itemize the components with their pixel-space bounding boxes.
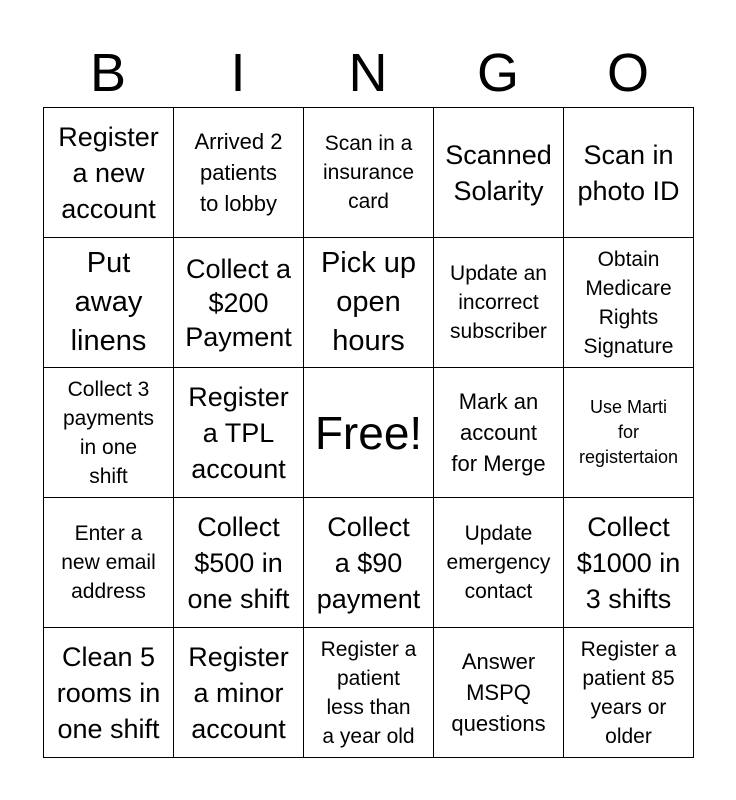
cell-label: Scan in a insurance card (322, 132, 415, 213)
cell-label: Arrived 2 patients to lobby (194, 129, 283, 216)
cell-label: Register a minor account (188, 641, 289, 744)
bingo-cell-r3-c5[interactable] (564, 368, 694, 498)
cell-label: Collect a $200 Payment (185, 253, 292, 352)
bingo-cell-r1-c4[interactable] (434, 108, 564, 238)
cell-label: Update an incorrect subscriber (450, 262, 547, 343)
header-letter-b: B (89, 43, 127, 103)
bingo-cell-r2-c1[interactable] (44, 238, 174, 368)
cell-label: Mark an account for Merge (451, 389, 546, 476)
bingo-cell-r4-c1[interactable] (44, 498, 174, 628)
bingo-cell-r5-c5[interactable] (564, 628, 694, 758)
bingo-cell-r2-c2[interactable] (174, 238, 304, 368)
cell-label: Scanned Solarity (445, 139, 552, 206)
bingo-cell-r3-c4[interactable] (434, 368, 564, 498)
bingo-board (43, 107, 694, 758)
bingo-cell-r3-c1[interactable] (44, 368, 174, 498)
bingo-cell-r4-c4[interactable] (434, 498, 564, 628)
bingo-cell-r4-c5[interactable] (564, 498, 694, 628)
cell-label: Collect $1000 in 3 shifts (576, 511, 681, 614)
cell-label: Collect $500 in one shift (187, 511, 290, 614)
cell-label: Update emergency contact (446, 522, 551, 603)
header-letter-n: N (348, 43, 388, 103)
cell-label: Put away linens (70, 247, 147, 357)
cell-label: Collect a $90 payment (316, 511, 421, 614)
bingo-cell-r1-c3[interactable] (304, 108, 434, 238)
cell-label: Use Marti for registertaion (578, 397, 679, 467)
bingo-header (43, 40, 693, 106)
cell-label: Register a patient 85 years or older (580, 637, 677, 748)
bingo-cell-r3-c2[interactable] (174, 368, 304, 498)
cell-label: Answer MSPQ questions (451, 649, 546, 736)
free-space: Free! (314, 406, 423, 459)
cell-label: Register a TPL account (188, 381, 289, 484)
cell-label: Collect 3 payments in one shift (62, 377, 155, 488)
cell-label: Enter a new email address (61, 522, 156, 603)
cell-label: Scan in photo ID (577, 139, 680, 206)
bingo-cell-r5-c3[interactable] (304, 628, 434, 758)
bingo-cell-r1-c1[interactable] (44, 108, 174, 238)
bingo-cell-r1-c2[interactable] (174, 108, 304, 238)
bingo-cell-r2-c3[interactable] (304, 238, 434, 368)
bingo-cell-r5-c1[interactable] (44, 628, 174, 758)
bingo-cell-r4-c2[interactable] (174, 498, 304, 628)
cell-label: Register a new account (58, 121, 159, 224)
cell-label: Clean 5 rooms in one shift (56, 641, 161, 744)
header-letter-o: O (606, 43, 649, 103)
bingo-cell-r3-c3[interactable] (304, 368, 434, 498)
cell-label: Pick up open hours (320, 247, 417, 357)
cell-label: Obtain Medicare Rights Signature (583, 247, 674, 358)
bingo-cell-r4-c3[interactable] (304, 498, 434, 628)
bingo-cell-r5-c4[interactable] (434, 628, 564, 758)
cell-label: Register a patient less than a year old (320, 637, 417, 748)
bingo-cell-r5-c2[interactable] (174, 628, 304, 758)
bingo-cell-r1-c5[interactable] (564, 108, 694, 238)
header-letter-g: G (476, 43, 519, 103)
bingo-cell-r2-c5[interactable] (564, 238, 694, 368)
bingo-cell-r2-c4[interactable] (434, 238, 564, 368)
header-letter-i: I (230, 43, 246, 103)
